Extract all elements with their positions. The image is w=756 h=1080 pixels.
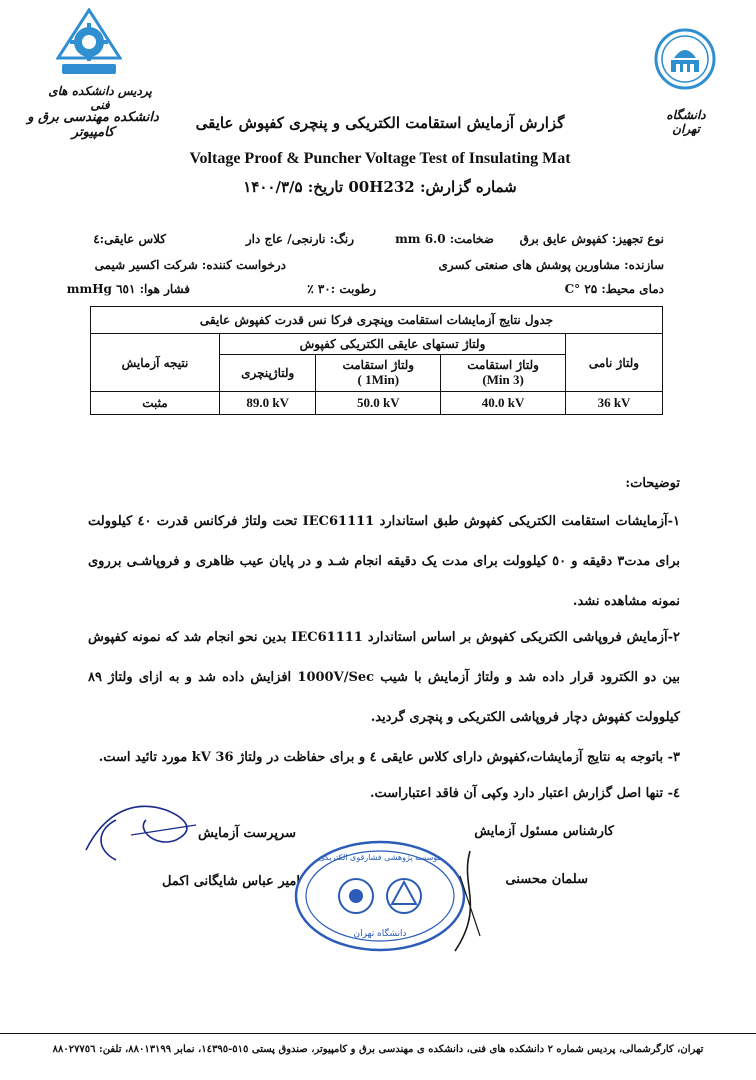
- results-table: [90, 306, 663, 415]
- value-puncture: 89.0 kV: [220, 392, 316, 415]
- header-puncture: ولتاژپنچری: [220, 355, 316, 392]
- header-withstand-3min: [441, 355, 566, 392]
- header-withstand-1min-label: ولتاژ استقامت: [342, 358, 415, 372]
- table-caption: جدول نتایج آزمایشات استقامت وپنچری فرکا نس قدرت کفپوش عایقی: [91, 307, 663, 334]
- lab-expert-name: سلمان محسنی: [505, 872, 588, 887]
- header-withstand-1min: [316, 355, 441, 392]
- requester: درخواست کننده: شرکت اکسیر شیمی: [94, 258, 286, 272]
- table-header-row: [91, 334, 663, 355]
- table-data-row: [91, 392, 663, 415]
- report-title-fa: گزارش آزمایش استقامت الکتریکی و پنچری کفپوش عایقی: [195, 114, 565, 132]
- report-number-date: شماره گزارش: 00H232 تاریخ: ۱۴۰۰/۳/۵: [243, 178, 517, 196]
- note-paragraph-2: ۲-آزمایش فروپاشی الکتریکی کفپوش بر اساس استاندارد IEC61111 بدین نحو انجام شد که نمونه کفپوش بین دو الکترود قرار داده شد و ولتاژ آزمایش با شیب 1000V/Sec افزایش داده شد و به ازای ولتاژ ۸۹ کیلوولت کفپوش دچار فروپاشی الکتریکی و پنچری گردید.: [88, 630, 680, 725]
- header-withstand-3min-duration: (3 Min): [482, 372, 524, 387]
- footer-address: تهران، کارگرشمالی، پردیس شماره ۲ دانشکده های فنی، دانشکده ی مهندسی برق و کامپیوتر، صندوق پستی ٥١٥-١٤٣٩٥، نمابر ۸۸۰۱۳۱۹۹، تلفن: ۸۸۰۲۷۷٥٦: [52, 1044, 704, 1055]
- header-withstand-3min-label: ولتاژ استقامت: [467, 358, 539, 372]
- value-withstand-3min: 40.0 kV: [441, 392, 566, 415]
- faculty-line-2: دانشکده مهندسی برق و کامپیوتر: [27, 110, 159, 140]
- supervisor-signature: [76, 790, 216, 870]
- air-pressure: فشار هوا: ٦٥١ mmHg: [66, 282, 190, 296]
- header-test-voltages: ولتاژ تستهای عایقی الکتریکی کفپوش: [220, 334, 566, 355]
- report-title-en: Voltage Proof & Puncher Voltage Test of Insulating Mat: [189, 150, 571, 167]
- lab-expert-signature: [440, 846, 500, 956]
- humidity: رطوبت :۳۰ ٪: [307, 282, 376, 296]
- university-seal-logo: [654, 28, 716, 90]
- manufacturer: سازنده: مشاورین پوشش های صنعتی کسری: [438, 258, 664, 272]
- value-test-result: مثبت: [91, 392, 220, 415]
- stamp-bottom-text: دانشگاه تهران: [353, 929, 407, 939]
- ambient-temperature: دمای محیط: ۲۵ °C: [564, 282, 664, 296]
- supervisor-name: امیر عباس شایگانی اکمل: [162, 874, 300, 889]
- footer-divider: [0, 1033, 756, 1034]
- university-name: دانشگاه تهران: [666, 108, 706, 136]
- equipment-type: نوع تجهیز: کفپوش عایق برق: [519, 232, 664, 246]
- value-rated-voltage: 36 kV: [566, 392, 663, 415]
- note-paragraph-3: ۳- باتوجه به نتایج آزمایشات،کفپوش دارای کلاس عایقی ٤ و برای حفاظت در ولتاژ 36 kV مورد تائید است.: [98, 750, 680, 765]
- stamp-top-text: موسسه پژوهشی فشارقوی الکتریکی: [318, 853, 442, 862]
- faculty-line-1: پردیس دانشکده های فنی: [48, 84, 152, 112]
- note-paragraph-4: ٤- تنها اصل گزارش اعتبار دارد وکپی آن فاقد اعتباراست.: [370, 786, 680, 801]
- insulation-class: کلاس عایقی:٤: [93, 232, 166, 246]
- header-withstand-1min-duration: (1Min ): [357, 372, 400, 387]
- supervisor-title: سرپرست آزمایش: [197, 826, 296, 841]
- faculty-gear-logo: [56, 8, 122, 80]
- header-test-result: نتیجه آزمایش: [91, 334, 220, 392]
- lab-expert-title: کارشناس مسئول آزمایش: [474, 824, 614, 839]
- thickness: ضخامت: 6.0 mm: [395, 232, 494, 246]
- header-rated-voltage: ولتاژ نامی: [566, 334, 663, 392]
- notes-title: توضیحات:: [625, 476, 680, 491]
- value-withstand-1min: 50.0 kV: [316, 392, 441, 415]
- table-caption-row: [91, 307, 663, 334]
- color: رنگ: نارنجی/ عاج دار: [245, 232, 354, 246]
- note-paragraph-1: ۱-آزمایشات استقامت الکتریکی کفپوش طبق استاندارد IEC61111 تحت ولتاژ فرکانس قدرت ٤٠ کیلوولت برای مدت۳ دقیقه و ٥٠ کیلوولت برای مدت یک دقیقه انجام شـد و در پایان عیب ظاهری و فروپاشـی برروی نمونه مشاهده نشد.: [88, 514, 680, 609]
